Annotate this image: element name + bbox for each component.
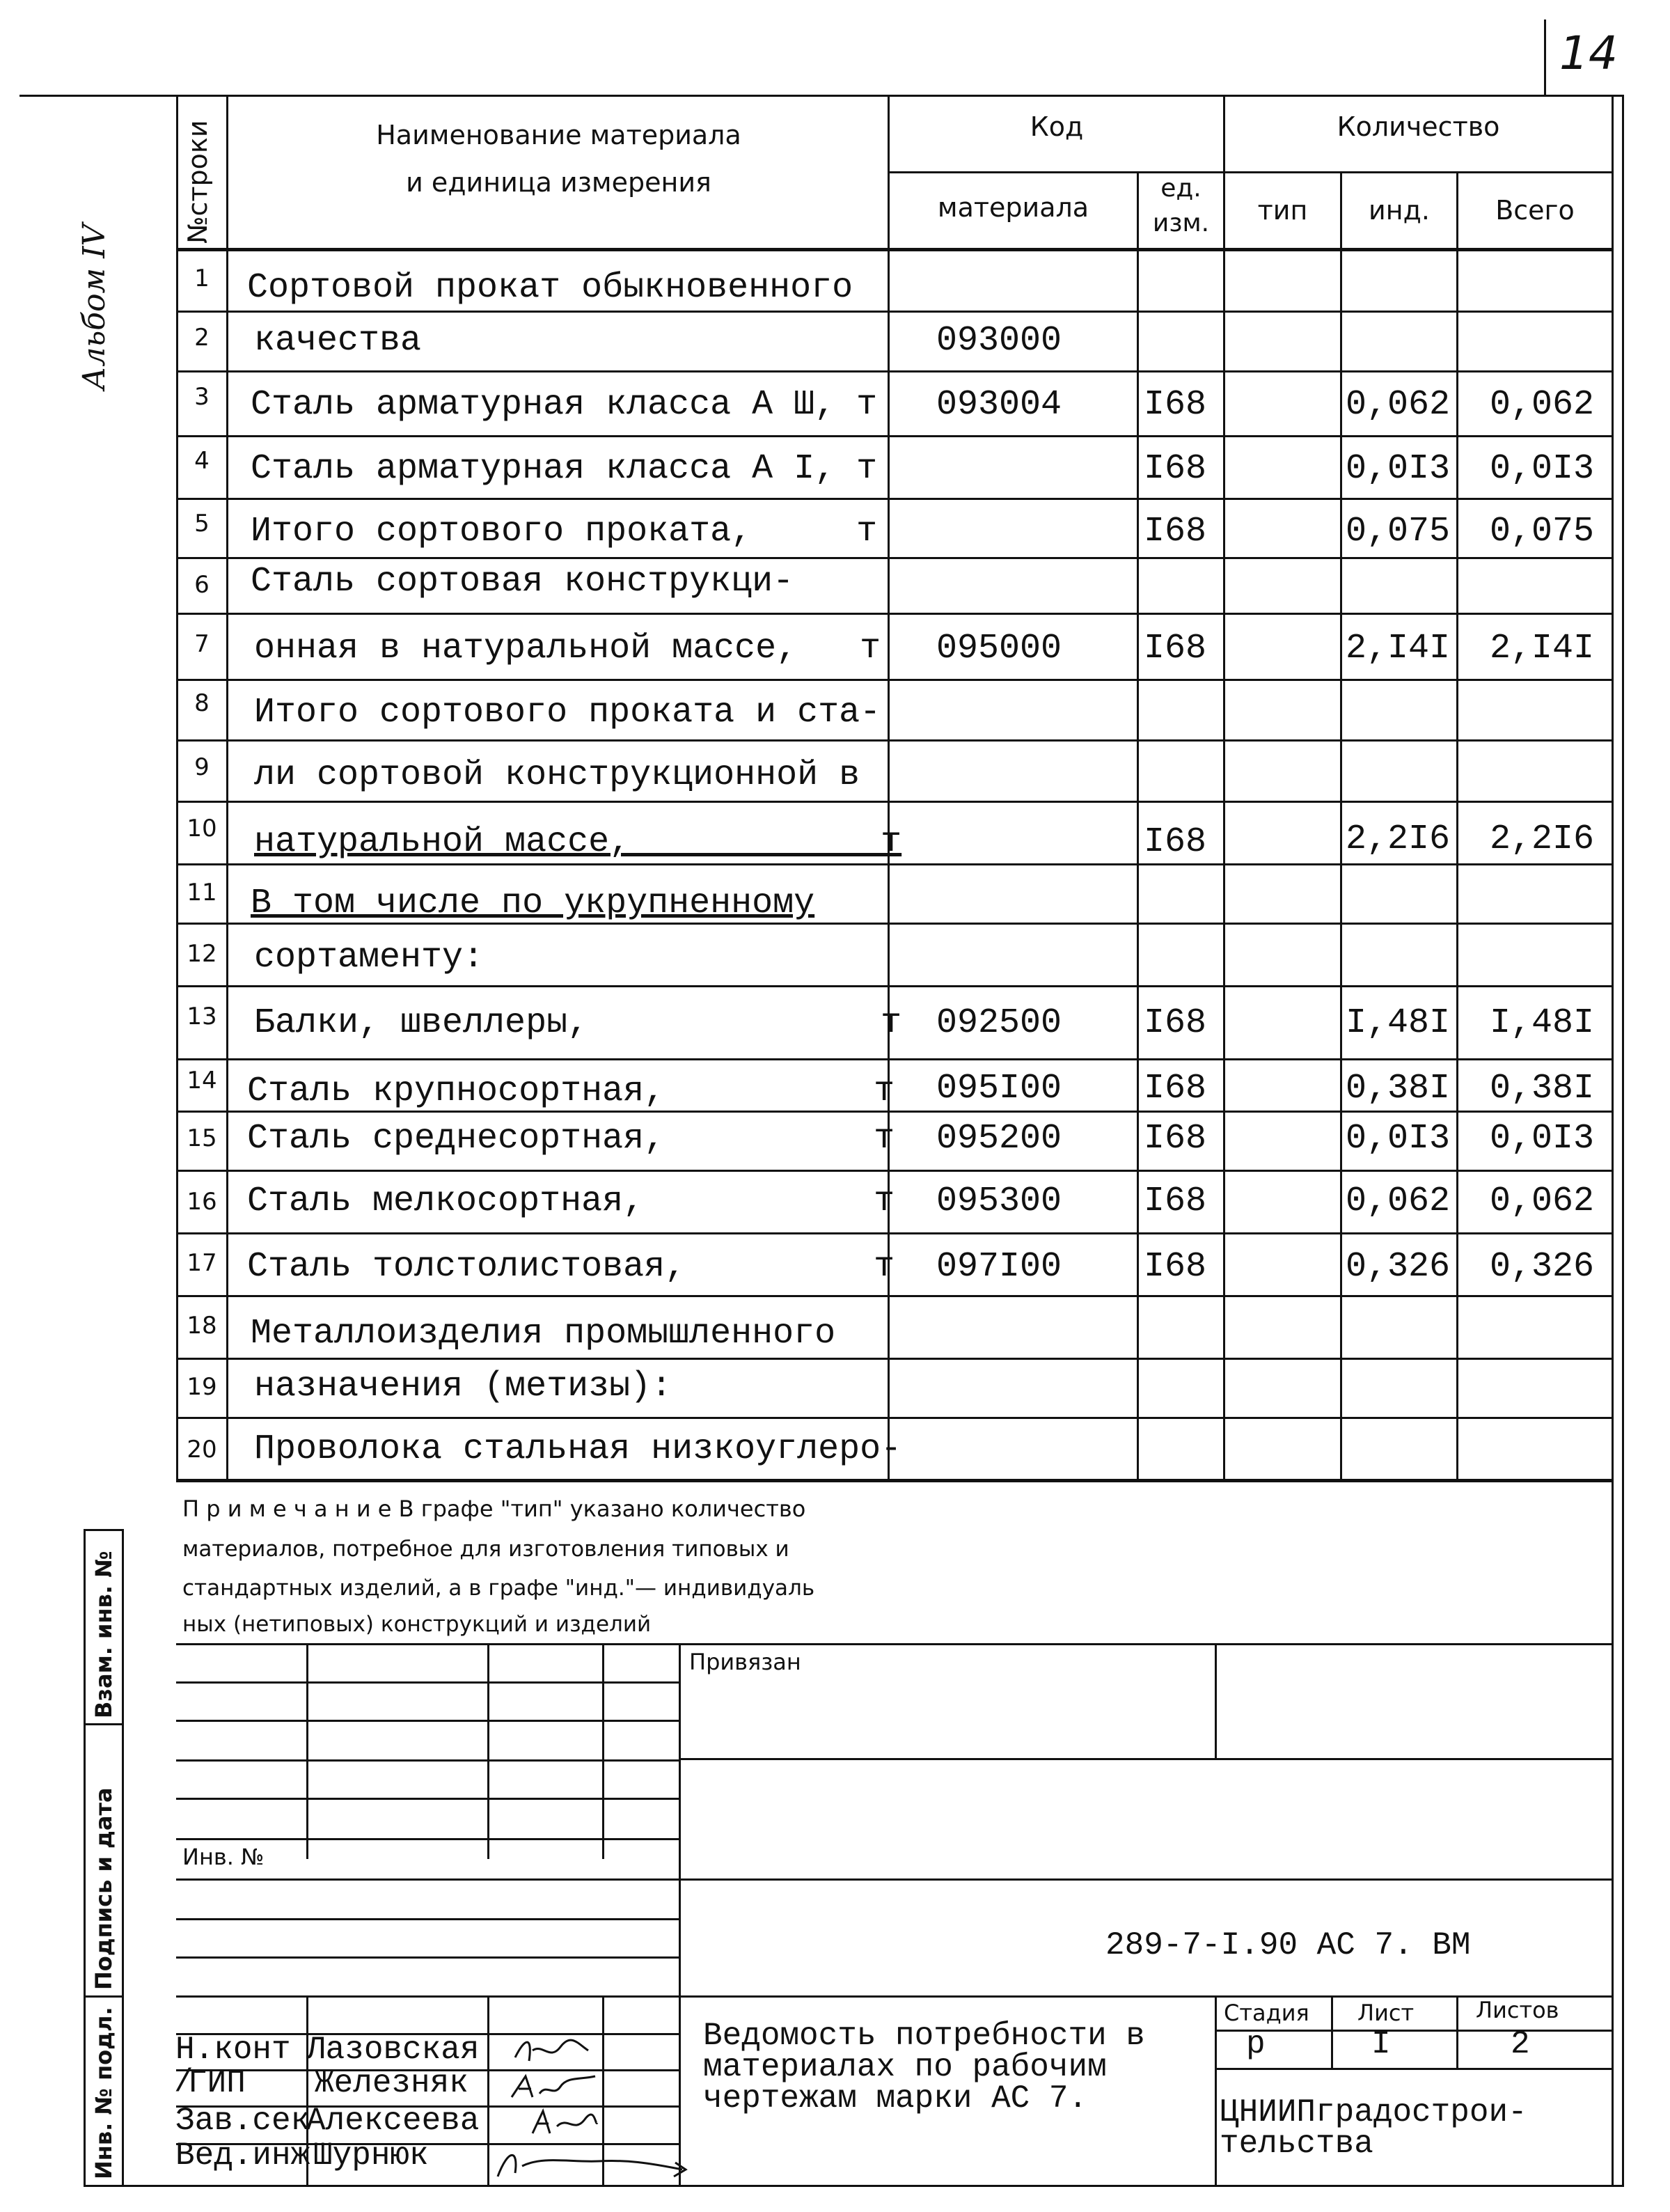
row-number: 20 bbox=[187, 1436, 217, 1464]
stage-value: р bbox=[1246, 2026, 1266, 2062]
row-total: 2,I4I bbox=[1490, 629, 1595, 668]
row-ind: 0,0I3 bbox=[1346, 449, 1451, 489]
role-3: Зав.сек bbox=[175, 2103, 310, 2139]
header-code: Код bbox=[1030, 111, 1084, 142]
stamp-v-stage bbox=[1215, 1995, 1217, 2185]
header-quantity: Количество bbox=[1337, 111, 1500, 142]
row-number: 12 bbox=[187, 940, 217, 968]
side-strip-sep2 bbox=[84, 1995, 124, 1998]
row-name: Балки, швеллеры, т bbox=[254, 1003, 902, 1043]
sheet-value: I bbox=[1371, 2026, 1391, 2062]
stamp-v-privyazan bbox=[1215, 1643, 1217, 1758]
privyazan-label: Привязан bbox=[689, 1649, 801, 1675]
grid-v-code bbox=[1137, 173, 1139, 1480]
grid-v-type bbox=[1340, 173, 1342, 1480]
stamp-v bbox=[306, 1643, 308, 1859]
row-sep bbox=[176, 1417, 1614, 1419]
role-1: Н.конт bbox=[175, 2032, 291, 2068]
title-line2: материалах по рабочим bbox=[703, 2049, 1107, 2085]
row-name: Проволока стальная низкоуглеро- bbox=[254, 1429, 902, 1469]
stamp-v-main bbox=[679, 1643, 681, 2185]
stamp-h bbox=[176, 1759, 681, 1762]
side-strip-top bbox=[84, 1529, 124, 1531]
stamp-h bbox=[176, 1878, 681, 1881]
header-type: тип bbox=[1257, 195, 1308, 226]
name-1: Лазовская bbox=[306, 2032, 480, 2068]
row-name: В том числе по укрупненному bbox=[251, 884, 815, 923]
grid-h-table-bottom bbox=[176, 1479, 1614, 1482]
row-code: 095300 bbox=[936, 1182, 1062, 1221]
side-strip-sep1 bbox=[84, 1723, 124, 1725]
note-line3: стандартных изделий, а в графе "инд."— индивидуаль bbox=[182, 1576, 815, 1601]
row-sep bbox=[176, 1295, 1614, 1297]
row-sep bbox=[176, 1058, 1614, 1060]
row-unit: I68 bbox=[1144, 1003, 1207, 1043]
row-number: 1 bbox=[194, 265, 210, 292]
stage-label: Стадия bbox=[1224, 2000, 1309, 2026]
row-sep bbox=[176, 679, 1614, 681]
stamp-h bbox=[176, 1720, 681, 1722]
stamp-v bbox=[602, 1643, 604, 1859]
header-ind: инд. bbox=[1369, 195, 1430, 226]
row-sep bbox=[176, 1232, 1614, 1234]
row-number: 16 bbox=[187, 1188, 217, 1216]
row-total: 0,0I3 bbox=[1490, 1119, 1595, 1159]
row-sep bbox=[176, 739, 1614, 742]
row-total: 0,075 bbox=[1490, 512, 1595, 551]
stamp-h-right bbox=[679, 1758, 1614, 1760]
row-total: 0,0I3 bbox=[1490, 449, 1595, 489]
side-strip-left bbox=[84, 1529, 86, 2187]
page-number-box-left bbox=[1544, 19, 1546, 96]
row-total: 0,38I bbox=[1490, 1069, 1595, 1108]
row-total: 0,326 bbox=[1490, 1247, 1595, 1287]
row-name: Итого сортового проката и ста- bbox=[254, 693, 881, 732]
row-number: 14 bbox=[187, 1067, 217, 1095]
header-unit-1: ед. bbox=[1160, 174, 1202, 203]
row-ind: 0,326 bbox=[1346, 1247, 1451, 1287]
row-code: 095I00 bbox=[936, 1069, 1062, 1108]
sheets-value: 2 bbox=[1511, 2026, 1530, 2062]
row-name: Сталь среднесортная, т bbox=[247, 1119, 895, 1159]
side-inv-podl: Инв. № подл. bbox=[90, 2007, 117, 2179]
note-line2: материалов, потребное для изготовления типовых и bbox=[182, 1537, 789, 1562]
row-total: 0,062 bbox=[1490, 385, 1595, 425]
stamp-h-org bbox=[1215, 2068, 1614, 2070]
row-name: Сталь арматурная класса А I, т bbox=[251, 449, 878, 489]
row-sep bbox=[176, 1170, 1614, 1172]
row-total: 2,2I6 bbox=[1490, 819, 1595, 859]
side-podpis: Подпись и дата bbox=[90, 1787, 117, 1990]
role-2: ГИП bbox=[188, 2065, 246, 2101]
signature-3 bbox=[529, 2105, 599, 2140]
row-ind: 2,I4I bbox=[1346, 629, 1451, 668]
header-material: материала bbox=[937, 192, 1089, 223]
row-code: 092500 bbox=[936, 1003, 1062, 1043]
row-number: 2 bbox=[194, 324, 210, 352]
row-number: 18 bbox=[187, 1312, 217, 1340]
row-unit: I68 bbox=[1144, 512, 1207, 551]
frame-bottom bbox=[84, 2185, 1624, 2187]
stamp-h bbox=[176, 1838, 681, 1840]
row-sep bbox=[176, 435, 1614, 437]
row-ind: 0,38I bbox=[1346, 1069, 1451, 1108]
grid-v-rownum bbox=[226, 95, 228, 1480]
grid-v-unit bbox=[1223, 95, 1225, 1480]
stamp-h-right bbox=[679, 1878, 1614, 1881]
stamp-v-sheet bbox=[1331, 1995, 1333, 2069]
row-number: 7 bbox=[194, 630, 210, 658]
row-name: качества bbox=[254, 321, 422, 361]
side-vzam: Взам. инв. № bbox=[90, 1551, 117, 1718]
row-code: 097I00 bbox=[936, 1247, 1062, 1287]
row-sep bbox=[176, 370, 1614, 372]
sheet-label: Лист bbox=[1357, 2000, 1415, 2026]
row-ind: I,48I bbox=[1346, 1003, 1451, 1043]
row-name: Сталь арматурная класса А Ш, т bbox=[251, 385, 878, 425]
row-unit: I68 bbox=[1144, 385, 1207, 425]
stamp-right-edge bbox=[1612, 1479, 1614, 2186]
row-name: натуральной массе, т bbox=[254, 822, 902, 862]
row-total: I,48I bbox=[1490, 1003, 1595, 1043]
row-number: 8 bbox=[194, 689, 210, 717]
row-sep bbox=[176, 1358, 1614, 1360]
row-code: 095000 bbox=[936, 629, 1062, 668]
stamp-h bbox=[176, 1995, 681, 1998]
row-unit: I68 bbox=[1144, 629, 1207, 668]
row-name: назначения (метизы): bbox=[254, 1367, 672, 1406]
header-total: Всего bbox=[1495, 195, 1575, 226]
signature-2 bbox=[505, 2069, 602, 2104]
row-name: Сортовой прокат обыкновенного bbox=[247, 268, 853, 308]
grid-v-ind bbox=[1456, 173, 1458, 1480]
row-sep bbox=[176, 557, 1614, 559]
header-name-line1: Наименование материала bbox=[376, 120, 741, 150]
title-line3: чертежам марки АС 7. bbox=[703, 2080, 1088, 2117]
row-ind: 2,2I6 bbox=[1346, 819, 1451, 859]
stamp-h bbox=[176, 1798, 681, 1800]
row-number: 15 bbox=[187, 1124, 217, 1152]
header-name-line2: и единица измерения bbox=[406, 167, 711, 198]
row-number: 19 bbox=[187, 1373, 217, 1401]
name-2: Железняк bbox=[315, 2065, 468, 2101]
row-unit: I68 bbox=[1144, 1119, 1207, 1159]
grid-h-sub bbox=[888, 171, 1614, 173]
page-number: 14 bbox=[1559, 26, 1618, 80]
row-sep bbox=[176, 311, 1614, 313]
row-number: 13 bbox=[187, 1003, 217, 1030]
row-number: 4 bbox=[194, 447, 210, 475]
header-unit-2: изм. bbox=[1152, 209, 1210, 237]
org-line1: ЦНИИПградострои- bbox=[1220, 2094, 1527, 2131]
frame-top bbox=[19, 95, 1624, 97]
stamp-v bbox=[487, 1643, 489, 1859]
row-number: 3 bbox=[194, 383, 210, 411]
stamp-h-right bbox=[679, 1995, 1614, 1998]
header-row-no: №строки bbox=[182, 120, 213, 244]
row-unit: I68 bbox=[1144, 1182, 1207, 1221]
title-line1: Ведомость потребности в bbox=[703, 2018, 1145, 2054]
stamp-h bbox=[176, 1918, 681, 1920]
row-name: онная в натуральной массе, т bbox=[254, 629, 881, 668]
side-strip-mid bbox=[122, 1529, 124, 2187]
row-unit: I68 bbox=[1144, 1069, 1207, 1108]
stamp-h bbox=[176, 1956, 681, 1959]
row-name: Сталь толстолистовая, т bbox=[247, 1247, 895, 1287]
row-ind: 0,075 bbox=[1346, 512, 1451, 551]
sheets-label: Листов bbox=[1476, 1997, 1559, 2023]
row-name: Сталь сортовая конструкци- bbox=[251, 562, 794, 602]
row-name: сортаменту: bbox=[254, 938, 485, 978]
row-unit: I68 bbox=[1144, 1247, 1207, 1287]
row-code: 093004 bbox=[936, 385, 1062, 425]
frame-right bbox=[1622, 95, 1624, 2187]
row-number: 6 bbox=[194, 571, 210, 599]
row-unit: I68 bbox=[1144, 449, 1207, 489]
inv-no-label: Инв. № bbox=[182, 1844, 265, 1870]
row-ind: 0,0I3 bbox=[1346, 1119, 1451, 1159]
row-number: 11 bbox=[187, 879, 217, 907]
row-sep bbox=[176, 498, 1614, 500]
album-label: Альбом IV bbox=[77, 223, 112, 390]
row-sep bbox=[176, 863, 1614, 865]
signature-4 bbox=[487, 2142, 689, 2183]
row-total: 0,062 bbox=[1490, 1182, 1595, 1221]
row-sep bbox=[176, 613, 1614, 615]
row-name: Сталь крупносортная, т bbox=[247, 1072, 895, 1111]
row-sep bbox=[176, 801, 1614, 803]
stamp-h-right bbox=[679, 1643, 1614, 1645]
row-code: 095200 bbox=[936, 1119, 1062, 1159]
slash-mark: / bbox=[174, 2064, 194, 2101]
row-number: 5 bbox=[194, 510, 210, 538]
row-name: Сталь мелкосортная, т bbox=[247, 1182, 895, 1221]
note-line4: ных (нетиповых) конструкций и изделий bbox=[182, 1612, 652, 1637]
name-4: Шурнюк bbox=[313, 2138, 429, 2174]
row-sep bbox=[176, 985, 1614, 987]
signature-1 bbox=[512, 2030, 595, 2068]
name-3: Алексеева bbox=[306, 2103, 480, 2139]
row-ind: 0,062 bbox=[1346, 385, 1451, 425]
grid-h-header-bottom bbox=[176, 248, 1614, 251]
row-name: Итого сортового проката, т bbox=[251, 512, 878, 551]
note-line1: П р и м е ч а н и е В графе "тип" указано количество bbox=[182, 1496, 806, 1522]
org-line2: тельства bbox=[1220, 2126, 1373, 2162]
row-ind: 0,062 bbox=[1346, 1182, 1451, 1221]
stamp-h bbox=[176, 1681, 681, 1684]
stamp-h-stage bbox=[1215, 2030, 1614, 2032]
stamp-h bbox=[176, 1643, 681, 1645]
row-number: 9 bbox=[194, 753, 210, 781]
row-unit: I68 bbox=[1144, 822, 1207, 862]
row-name: Металлоизделия промышленного bbox=[251, 1314, 836, 1354]
row-code: 093000 bbox=[936, 321, 1062, 361]
stamp-v-sheets bbox=[1456, 1995, 1458, 2069]
row-name: ли сортовой конструкционной в bbox=[254, 755, 860, 795]
role-4: Вед.инж bbox=[175, 2138, 310, 2174]
row-number: 10 bbox=[187, 815, 217, 842]
doc-code: 289-7-I.90 АС 7. ВМ bbox=[1105, 1927, 1471, 1963]
row-number: 17 bbox=[187, 1249, 217, 1277]
grid-v-right bbox=[1612, 95, 1614, 1480]
